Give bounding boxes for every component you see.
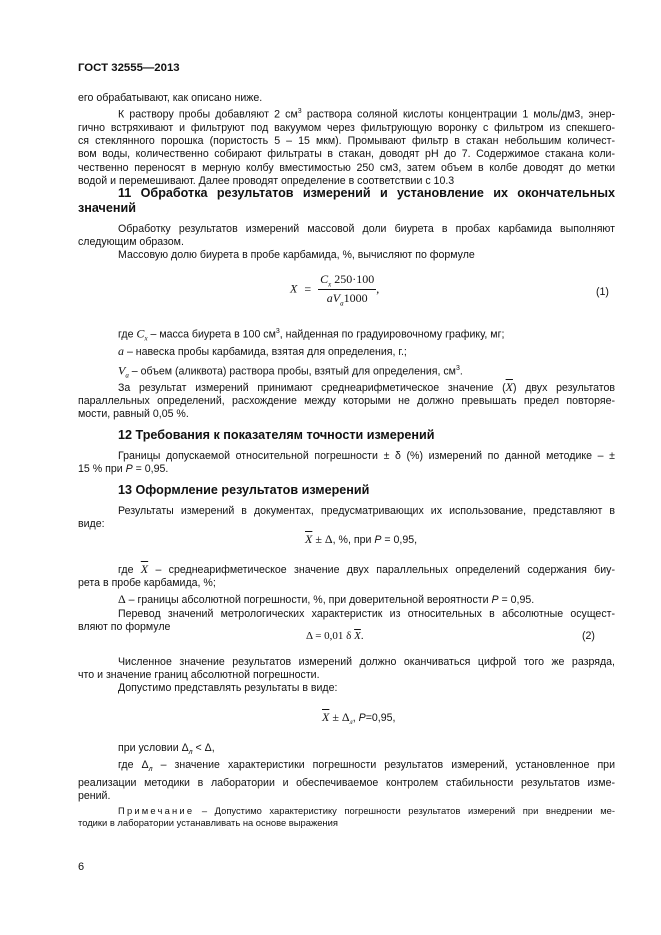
section-13-where: где $\overline{X}$ – среднеарифметическое значение двух параллельных определений содержания биу- рета в пробе карбамида, %; Δ – границы абсолютной погрешности, %, при доверительной вероятности P = 0,95. Перевод значений метрологических характеристик из относительных в абсолютные осущест- вляют по формуле xyxy=(78,562,615,633)
page-number: 6 xyxy=(78,861,85,873)
section-13-intro: Результаты измерений в документах, предусматривающих их использование, представляют в виде: xyxy=(78,505,615,531)
where-a: a – навеска пробы карбамида, взятая для определения, г.; xyxy=(118,344,407,358)
formula-1: X = $\frac{C_x 250\cdot 100}{aV_a1000}$ , xyxy=(290,272,380,308)
section-11-text: Обработку результатов измерений массовой доли биурета в пробах карбамида выполняют следующим образом. Массовую долю биурета в пробе карбамида, %, вычисляют по формуле xyxy=(78,223,615,262)
section-12-title: 12 Требования к показателям точности измерений xyxy=(118,428,435,442)
section-12-text: Границы допускаемой относительной погрешности ± δ (%) измерений по данной методике – ± 15 % при P = 0,95. xyxy=(78,450,615,476)
intro-paragraph-line: вом воды, количественно собирают фильтраты в стакан, доводят pH до 7. Содержимое стакана коли- xyxy=(78,148,615,161)
note-block: Примечание – Допустимо характеристику погрешности результатов измерений при внедрении ме- тодики в лаборатории устанавливать на основе выражения xyxy=(78,805,615,828)
section-13-precision: Численное значение результатов измерений должно оканчиваться цифрой того же разряда, что и значение границ абсолютной погрешности. Допустимо представлять результаты в виде: xyxy=(78,656,615,695)
section-13-conditions: при условии $\Delta_л < \Delta$, где $\Delta_л$ – значение характеристики погрешности результатов измерений, установленное при реализации методики в лаборатории и обеспечиваемое контролем стабильности результатов изме- рений. xyxy=(78,742,615,802)
intro-line: его обрабатывают, как описано ниже. xyxy=(78,92,263,104)
where-cx: где $C_x$ – масса биурета в 100 $см^3$, найденная по градуировочному графику, мг; xyxy=(118,326,505,343)
formula-1-number: (1) xyxy=(596,286,609,298)
formula-3: $\overline{X} \pm \Delta_л$, P=0,95, xyxy=(322,710,396,727)
intro-paragraph-line: гично встряхивают и фильтруют под вакуумом через фильтрующую воронку с фильтром из спекшего- xyxy=(78,121,615,134)
note-label: Примечание xyxy=(118,805,195,816)
formula-2: Δ = 0,01 δ $\overline{X}$. xyxy=(306,630,364,642)
intro-paragraph-line: К раствору пробы добавляют 2 $см^3$ раствора соляной кислоты концентрации 1 моль/дм3, энер- xyxy=(118,108,616,121)
where-va: $V_a$ – объем (аликвота) раствора пробы, взятый для определения, $см^3$. xyxy=(118,363,463,380)
intro-paragraph-line: чественно переносят в мерную колбу вместимостью 250 см3, затем объем в колбе доводят до метки xyxy=(78,161,615,174)
section-13-title: 13 Оформление результатов измерений xyxy=(118,483,370,497)
intro-block xyxy=(78,92,615,188)
section-11-title-cont: значений xyxy=(78,201,136,215)
intro-paragraph-line: водой и перемешивают. Далее проводят определение в соответствии с 10.3 xyxy=(78,174,455,187)
intro-paragraph-line: ся стеклянного порошка (пористость 5 – 15 мкм). Промывают фильтр в стакан небольшим количест- xyxy=(78,135,615,148)
result-format-formula: $\overline{X} \pm \Delta$, %, при P = 0,95, xyxy=(305,532,418,546)
formula-2-number: (2) xyxy=(582,630,595,642)
document-header: ГОСТ 32555—2013 xyxy=(78,62,180,74)
section-11-result: За результат измерений принимают среднеарифметическое значение $(\overline{X})$ двух результатов параллельных определений, расхождение между которыми не должно превышать предел повторяе- мости, равный 0,05 %. xyxy=(78,380,615,421)
section-11-title: 11 Обработка результатов измерений и установление их окончательных xyxy=(118,186,615,200)
